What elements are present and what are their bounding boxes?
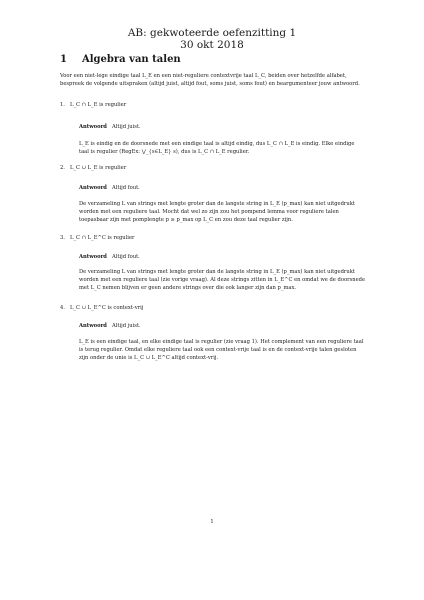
answer-4 [79,323,141,329]
answer-label: Antwoord [79,254,107,260]
question-statement: L_C ∪ L_E is regulier [70,165,127,171]
answer-1 [79,124,141,130]
answer-2 [79,185,140,191]
question-2 [60,164,366,172]
section-title: Algebra van talen [82,54,181,65]
answer-label: Antwoord [79,185,107,191]
answer-label: Antwoord [79,124,107,130]
explanation-4: L_E is een eindige taal, en elke eindige taal is regulier (zie vraag 1). Het complement van een reguliere taal is terug regulier. Omdat elke reguliere taal ook een context-vrije taal is en de context-vrije talen gesloten zijn onder de unie is L_C ∪ L_E^C altijd context-vrij. [79,339,364,362]
question-number: 4. [60,305,65,311]
question-statement: L_C ∪ L_E^C is context-vrij [70,305,144,311]
question-number: 2. [60,165,65,171]
question-number: 1. [60,102,65,108]
explanation-1: L_E is eindig en de doorsnede met een eindige taal is altijd eindig, dus L_C ∩ L_E is eindig. Elke eindige taal is regulier (RegEx: ⋁_{s∈L_E} s), dus is L_C ∩ L_E regulier. [79,141,355,156]
explanation-2: De verzameling L van strings met lengte groter dan de langste string in L_E (p_max) kan niet uitgedrukt worden met een reguliere taal. Mocht dat wel zo zijn zou het pompend lemma voor reguliere talen toepasbaar zijn met pomplengte p ≥ p_max op L_C en zou deze taal regulier zijn. [79,201,355,224]
page-number: 1 [210,519,214,525]
intro-paragraph: Voor een niet-lege eindige taal L_E en een niet-reguliere contextvrije taal L_C, beiden over hetzelfde alfabet, bespreek de volgende uitspraken (altijd juist, altijd fout, soms juist, soms fout) en beargumenteer jouw antwoord. [60,73,360,88]
answer-value: Altijd fout. [111,185,140,191]
answer-value: Altijd juist. [111,124,141,130]
question-statement: L_C ∩ L_E^C is regulier [70,235,135,241]
section-number: 1 [60,54,67,65]
answer-value: Altijd juist. [111,323,141,329]
document-title: AB: gekwoteerde oefenzitting 1 [127,27,297,39]
answer-value: Altijd fout. [111,254,140,260]
question-statement: L_C ∩ L_E is regulier [70,102,127,108]
question-3 [60,234,366,242]
question-4 [60,304,366,312]
question-1 [60,101,366,109]
answer-label: Antwoord [79,323,107,329]
explanation-3: De verzameling L van strings met lengte groter dan de langste string in L_E (p_max) kan niet uitgedrukt worden met een reguliere taal (zie vorige vraag). Al deze strings zitten in L_E^C en omdat we de doorsnede met L_C nemen blijven er geen andere strings over die ook langer zijn dan p_max. [79,269,366,292]
answer-3 [79,254,140,260]
section-heading [60,54,181,65]
document-date: 30 okt 2018 [180,39,244,51]
title-block [0,27,424,51]
question-number: 3. [60,235,65,241]
